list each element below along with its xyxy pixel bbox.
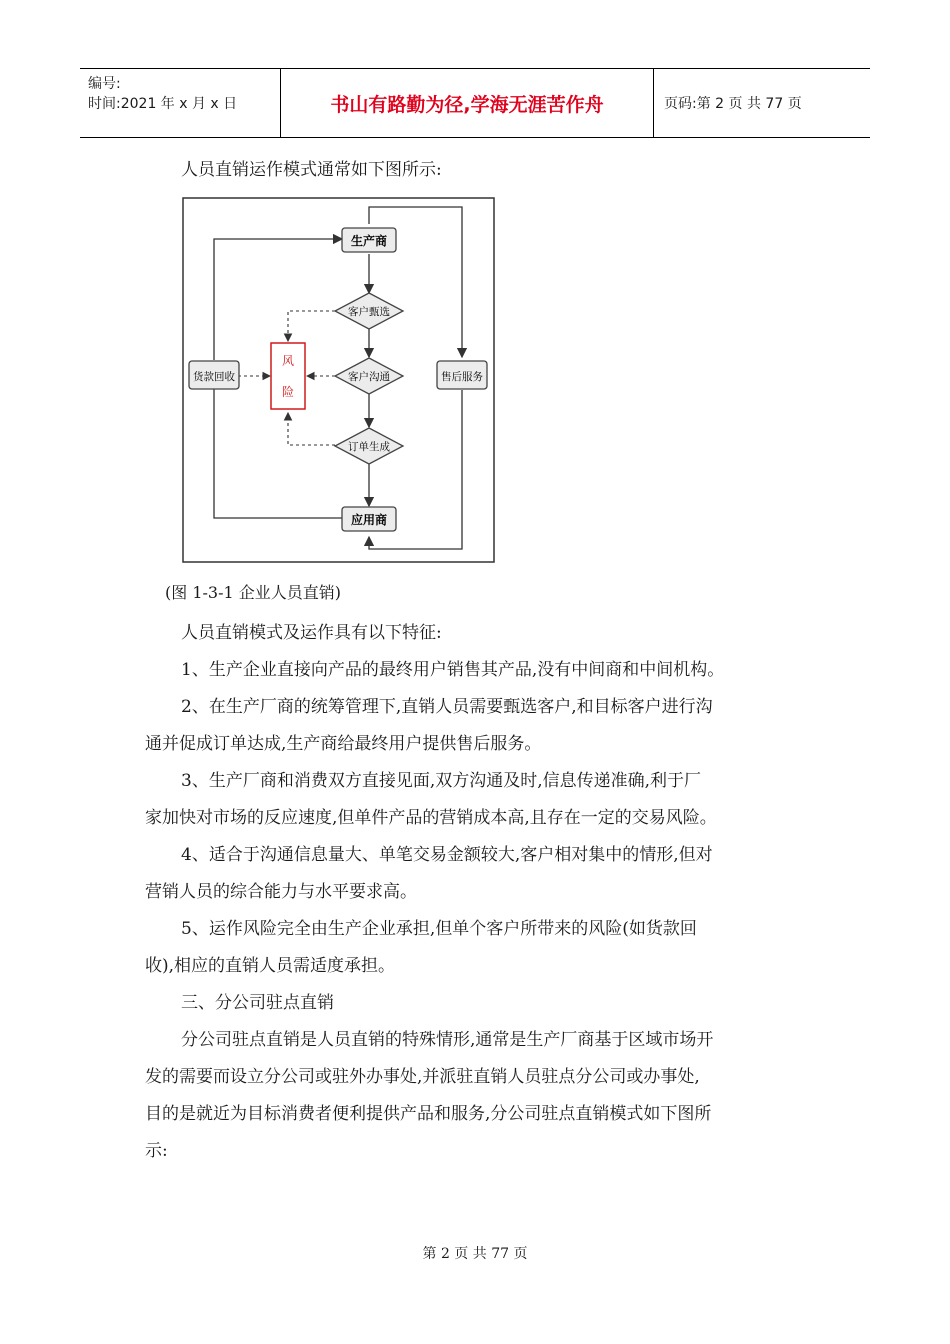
node-order-label: 订单生成 [348, 441, 390, 453]
paragraph-branch-a: 分公司驻点直销是人员直销的特殊情形,通常是生产厂商基于区域市场开 [181, 1030, 714, 1050]
node-producer [342, 228, 396, 252]
node-payment-label: 货款回收 [193, 371, 235, 383]
node-user [342, 507, 396, 531]
intro-paragraph [145, 152, 815, 189]
header-meta [80, 69, 281, 137]
paragraph-point-5b: 收),相应的直销人员需适度承担。 [145, 956, 396, 976]
node-service-label: 售后服务 [441, 371, 483, 383]
paragraph-branch-c: 目的是就近为目标消费者便利提供产品和服务,分公司驻点直销模式如下图所 [145, 1104, 712, 1124]
paragraph-point-2a: 2、在生产厂商的统筹管理下,直销人员需要甄选客户,和目标客户进行沟 [181, 697, 713, 717]
node-producer-label: 生产商 [350, 234, 388, 248]
node-service [437, 361, 487, 389]
paragraph-features: 人员直销模式及运作具有以下特征: [181, 623, 442, 643]
node-risk [271, 343, 305, 409]
section-heading: 三、分公司驻点直销 [181, 993, 334, 1013]
paragraph-branch-b: 发的需要而设立分公司或驻外办事处,并派驻直销人员驻点分公司或办事处, [145, 1067, 700, 1087]
header-page-label: 页码:第 2 页 共 77 页 [664, 96, 802, 112]
paragraph-point-2b: 通并促成订单达成,生产商给最终用户提供售后服务。 [145, 734, 542, 754]
paragraph-point-4b: 营销人员的综合能力与水平要求高。 [145, 882, 417, 902]
node-screen-label: 客户甄选 [348, 306, 390, 318]
number-label: 编号: [88, 76, 121, 92]
paragraph-point-3b: 家加快对市场的反应速度,但单件产品的营销成本高,且存在一定的交易风险。 [145, 808, 717, 828]
header-motto: 书山有路勤为径,学海无涯苦作舟 [281, 69, 654, 137]
time-label: 时间:2021 年 x 月 x 日 [88, 96, 238, 112]
paragraph-point-5a: 5、运作风险完全由生产企业承担,但单个客户所带来的风险(如货款回 [181, 919, 697, 939]
intro-text: 人员直销运作模式通常如下图所示: [181, 160, 442, 180]
node-payment [189, 361, 239, 389]
page-header [80, 68, 870, 138]
paragraph-point-4a: 4、适合于沟通信息量大、单笔交易金额较大,客户相对集中的情形,但对 [181, 845, 713, 865]
paragraph-point-3a: 3、生产厂商和消费双方直接见面,双方沟通及时,信息传递准确,利于厂 [181, 771, 702, 791]
node-communicate-label: 客户沟通 [348, 371, 390, 383]
direct-sales-diagram [180, 195, 498, 565]
node-user-label: 应用商 [350, 513, 388, 527]
paragraph-point-1: 1、生产企业直接向产品的最终用户销售其产品,没有中间商和中间机构。 [181, 660, 725, 680]
body-text [145, 615, 815, 1170]
paragraph-branch-d: 示: [145, 1141, 168, 1161]
page-footer: 第 2 页 共 77 页 [422, 1246, 528, 1262]
node-risk-label-2: 险 [281, 385, 295, 399]
figure-caption: (图 1-3-1 企业人员直销) [165, 583, 342, 602]
node-risk-label-1: 风 [281, 354, 295, 368]
